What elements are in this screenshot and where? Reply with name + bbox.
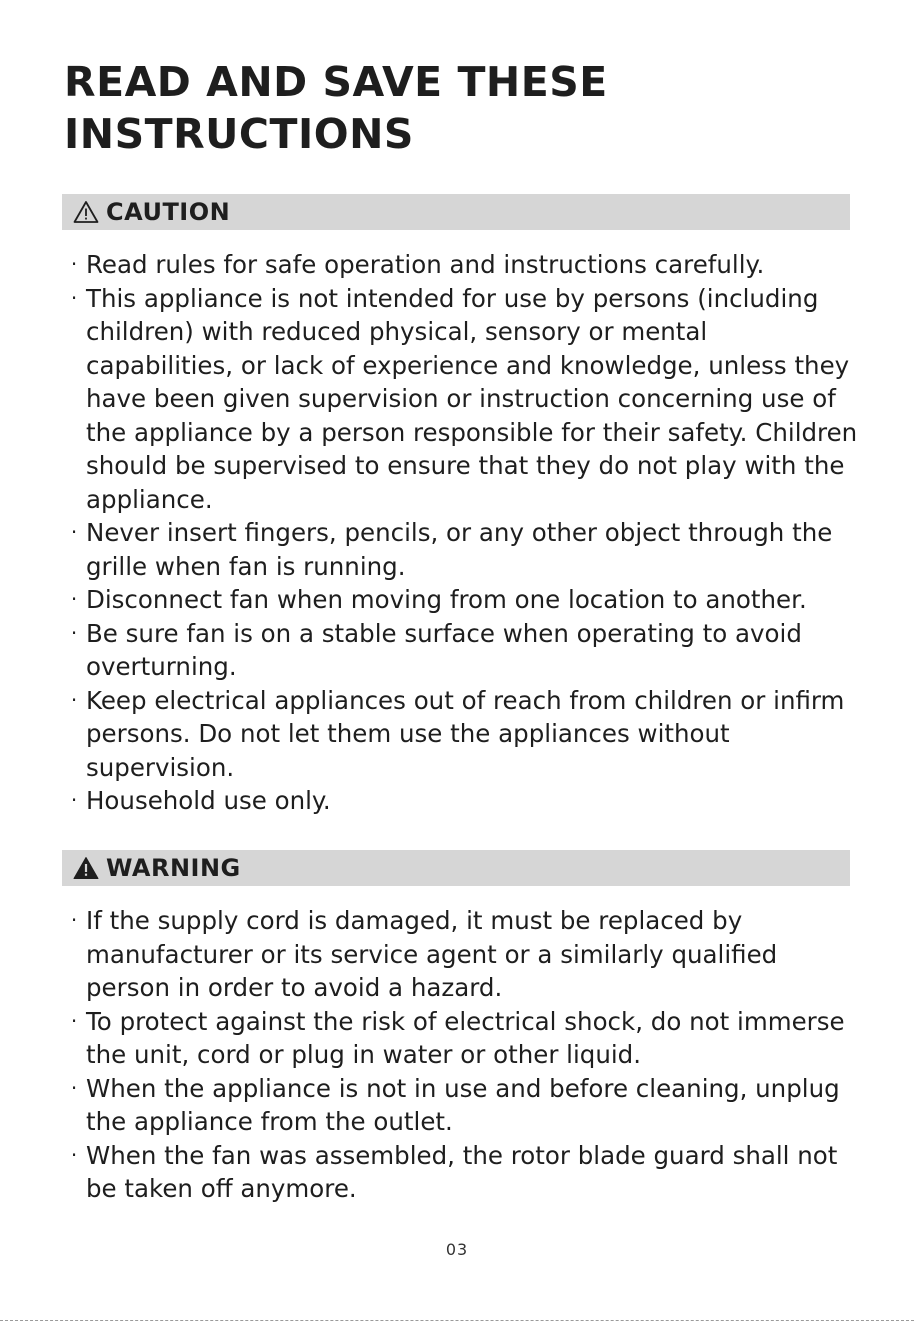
- bullet-icon: ·: [70, 908, 78, 932]
- bullet-icon: ·: [70, 687, 78, 712]
- bullet-icon: ·: [70, 1008, 78, 1033]
- list-item: [68, 784, 858, 818]
- caution-label: CAUTION: [106, 198, 231, 226]
- list-item: [68, 1072, 858, 1139]
- list-item-text: Read rules for safe operation and instructions carefully.: [86, 250, 765, 279]
- bottom-divider: [0, 1320, 914, 1321]
- list-item-text: Keep electrical appliances out of reach from children or infirm persons. Do not let them use the appliances without supervision.: [86, 685, 845, 782]
- list-item-text: Household use only.: [86, 786, 331, 815]
- bullet-icon: ·: [70, 520, 78, 544]
- list-item-text: When the appliance is not in use and before cleaning, unplug the appliance from the outlet.: [86, 1073, 840, 1136]
- warning-header: [62, 850, 850, 886]
- caution-icon: [72, 199, 100, 225]
- list-item: [68, 282, 858, 517]
- list-item: [68, 583, 858, 617]
- list-item: [68, 684, 858, 785]
- bullet-icon: ·: [70, 1142, 78, 1167]
- list-item-text: When the fan was assembled, the rotor blade guard shall not be taken off anymore.: [86, 1140, 838, 1203]
- list-item-text: If the supply cord is damaged, it must be replaced by manufacturer or its service agent or a similarly qualified person in order to avoid a hazard.: [86, 906, 778, 1002]
- caution-header: [62, 194, 850, 230]
- page-title: READ AND SAVE THESE INSTRUCTIONS: [64, 58, 608, 158]
- list-item: [68, 1005, 858, 1072]
- list-item-text: Disconnect fan when moving from one location to another.: [86, 585, 807, 614]
- list-item: [68, 904, 858, 1005]
- bullet-icon: ·: [70, 620, 78, 645]
- bullet-icon: ·: [70, 788, 78, 812]
- list-item-text: Be sure fan is on a stable surface when operating to avoid overturning.: [86, 618, 802, 681]
- warning-label: WARNING: [106, 854, 241, 882]
- bullet-icon: ·: [70, 285, 78, 310]
- list-item-text: Never insert fingers, pencils, or any other object through the grille when fan is running.: [86, 518, 833, 581]
- caution-list: [68, 248, 858, 818]
- page-number: 03: [445, 1240, 469, 1259]
- list-item: [68, 1139, 858, 1206]
- list-item: [68, 248, 858, 282]
- list-item-text: To protect against the risk of electrical shock, do not immerse the unit, cord or plug in water or other liquid.: [86, 1006, 845, 1069]
- bullet-icon: ·: [70, 1075, 78, 1100]
- warning-icon: [72, 855, 100, 881]
- bullet-icon: ·: [70, 252, 78, 276]
- warning-list: [68, 904, 858, 1206]
- list-item-text: This appliance is not intended for use by persons (including children) with reduced physical, sensory or mental capabilities, or lack of experience and knowledge, unless they have been given supervision or instruction concerning use of the appliance by a person responsible for their safety. Children should be supervised to ensure that they do not play with the appliance.: [86, 283, 858, 514]
- list-item: [68, 516, 858, 583]
- list-item: [68, 617, 858, 684]
- bullet-icon: ·: [70, 587, 78, 611]
